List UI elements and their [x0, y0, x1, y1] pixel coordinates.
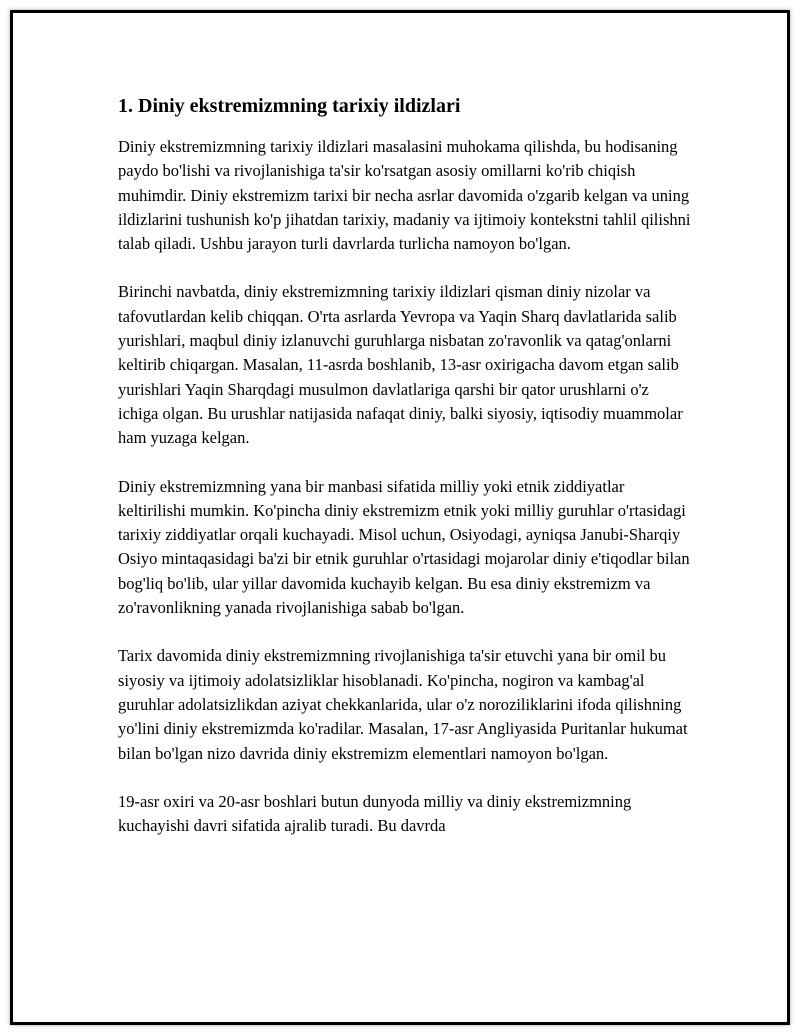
document-body [118, 93, 693, 862]
section-heading: 1. Diniy ekstremizmning tarixiy ildizlari [118, 95, 461, 117]
paragraph-4: Tarix davomida diniy ekstremizmning rivojlanishiga ta'sir etuvchi yana bir omil bu siyosiy va ijtimoiy adolatsizliklar hisoblanadi. Ko'pincha, nogiron va kambag'al guruhlar adolatsizlikdan aziyat chekkanlarida, ular o'z noroziliklarini ifoda qilishning yo'lini diniy ekstremizmda ko'radilar. Masalan, 17-asr Angliyasida Puritanlar hukumat bilan bo'lgan nizo davrida diniy ekstremizm elementlari namoyon bo'lgan. [118, 646, 688, 763]
paragraph-3: Diniy ekstremizmning yana bir manbasi sifatida milliy yoki etnik ziddiyatlar keltirilishi mumkin. Ko'pincha diniy ekstremizm etnik yoki milliy guruhlar o'rtasidagi tarixiy ziddiyatlar orqali kuchayadi. Misol uchun, Osiyodagi, ayniqsa Janubi-Sharqiy Osiyo mintaqasidagi ba'zi bir etnik guruhlar o'rtasidagi mojarolar diniy e'tiqodlar bilan bog'liq bo'lib, ular yillar davomida kuchayib kelgan. Bu esa diniy ekstremizm va zo'ravonlikning yanada rivojlanishiga sabab bo'lgan. [118, 476, 690, 618]
paragraph-5: 19-asr oxiri va 20-asr boshlari butun dunyoda milliy va diniy ekstremizmning kuchayishi davri sifatida ajralib turadi. Bu davrda [118, 791, 632, 836]
paragraph-2: Birinchi navbatda, diniy ekstremizmning tarixiy ildizlari qisman diniy nizolar va tafovutlardan kelib chiqqan. O'rta asrlarda Yevropa va Yaqin Sharq davlatlarida salib yurishlari, maqbul diniy izlanuvchi guruhlarga nisbatan zo'ravonlik va qatag'onlarni keltirib chiqargan. Masalan, 11-asrda boshlanib, 13-asr oxirigacha davom etgan salib yurishlari Yaqin Sharqdagi musulmon davlatlariga qarshi bir qator urushlarni o'z ichiga olgan. Bu urushlar natijasida nafaqat diniy, balki siyosiy, iqtisodiy muammolar ham yuzaga kelgan. [118, 282, 683, 448]
paragraph-1: Diniy ekstremizmning tarixiy ildizlari masalasini muhokama qilishda, bu hodisaning paydo bo'lishi va rivojlanishiga ta'sir ko'rsatgan asosiy omillarni ko'rib chiqish muhimdir. Diniy ekstremizm tarixi bir necha asrlar davomida o'zgarib kelgan va uning ildizlarini tushunish ko'p jihatdan tarixiy, madaniy va ijtimoiy kontekstni tahlil qilishni talab qiladi. Ushbu jarayon turli davrlarda turlicha namoyon bo'lgan. [118, 137, 691, 254]
